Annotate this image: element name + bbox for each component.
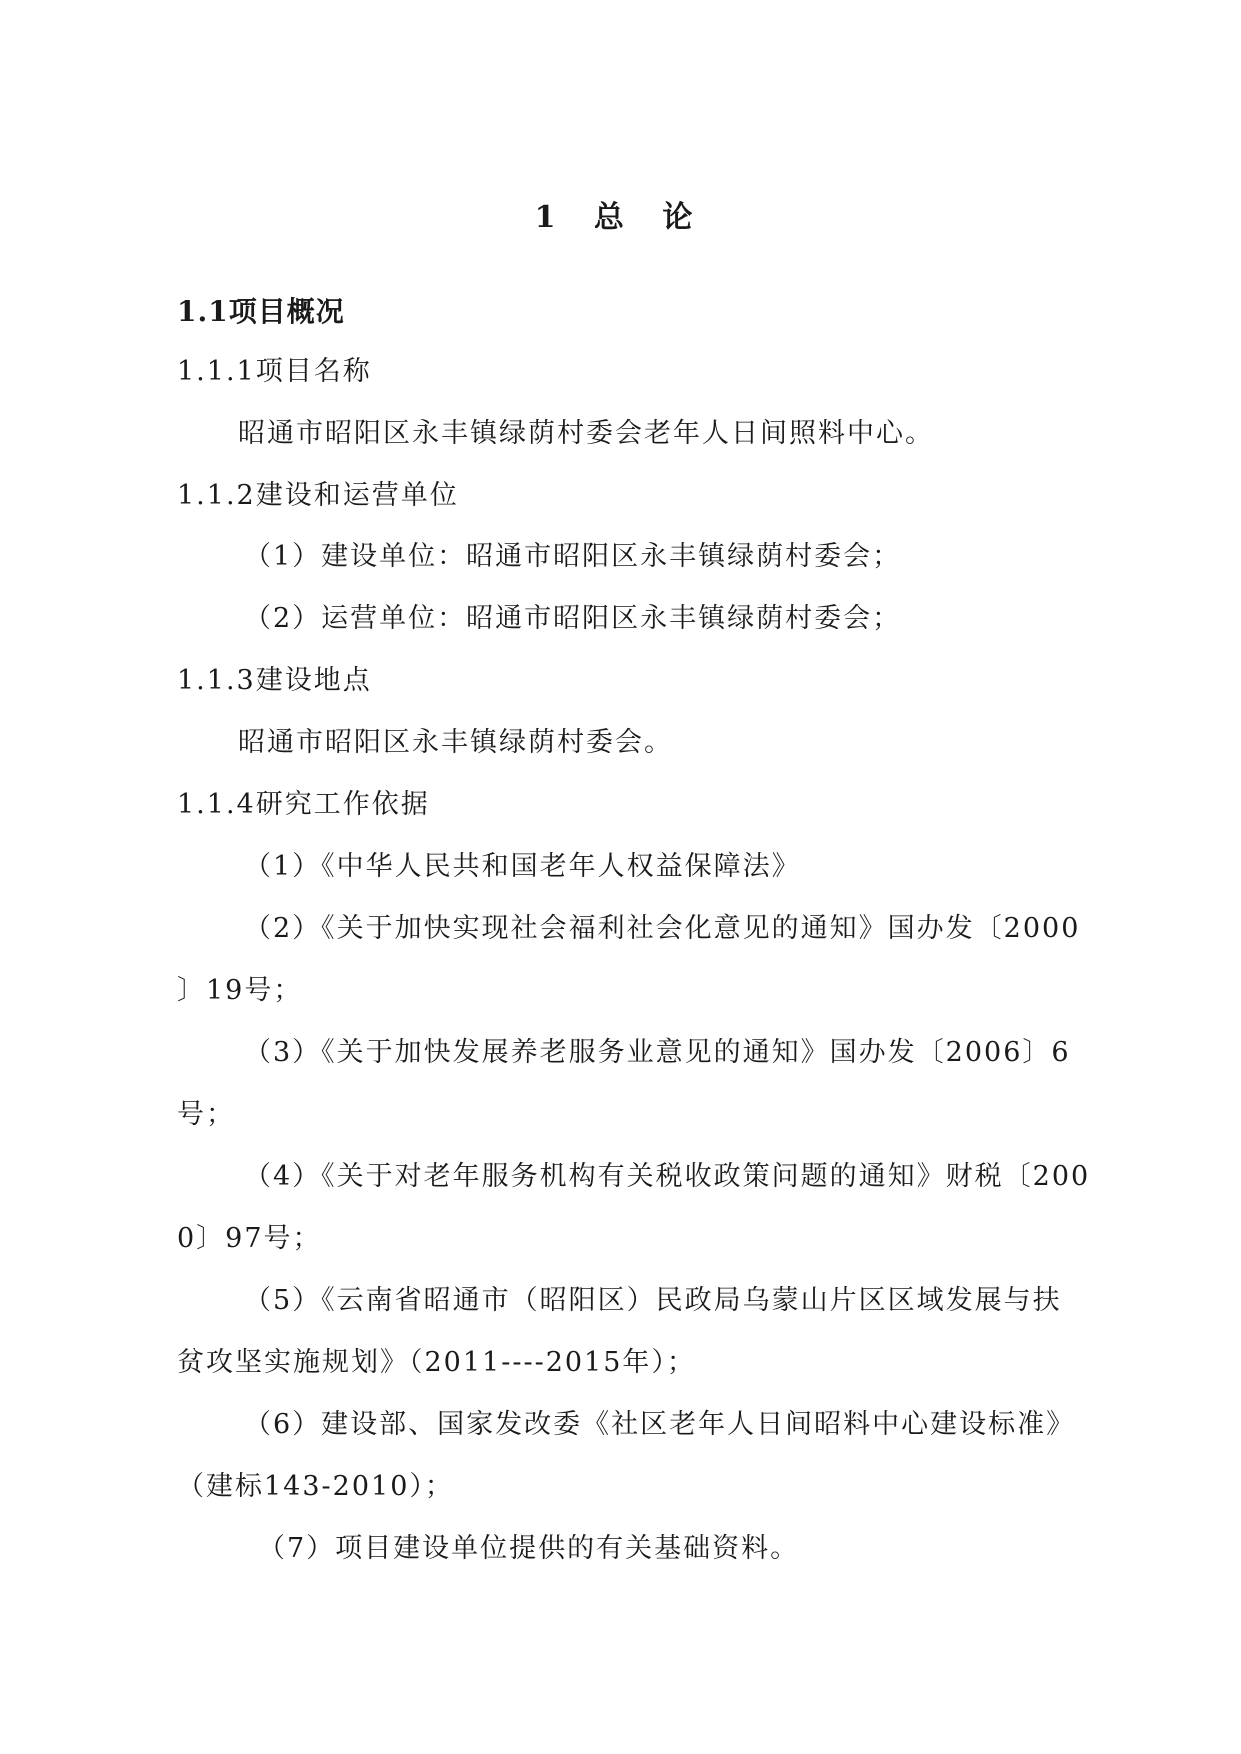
basis-item-5: （5）《云南省昭通市（昭阳区）民政局乌蒙山片区区域发展与扶 <box>244 1285 1062 1316</box>
operation-unit-line: （2）运营单位：昭通市昭阳区永丰镇绿荫村委会； <box>244 603 902 634</box>
basis-item-6-continuation: （建标143-2010）； <box>177 1471 454 1502</box>
section-heading: 1.1项目概况 <box>177 295 345 328</box>
subsection-heading-project-name: 1.1.1项目名称 <box>177 356 372 387</box>
basis-item-2: （2）《关于加快实现社会福利社会化意见的通知》国办发〔2000 <box>244 913 1081 944</box>
project-name-text: 昭通市昭阳区永丰镇绿荫村委会老年人日间照料中心。 <box>238 418 934 449</box>
basis-item-4: （4）《关于对老年服务机构有关税收政策问题的通知》财税〔200 <box>244 1161 1091 1192</box>
basis-item-6: （6）建设部、国家发改委《社区老年人日间昭料中心建设标准》 <box>244 1409 1076 1440</box>
construction-unit-line: （1）建设单位：昭通市昭阳区永丰镇绿荫村委会； <box>244 541 902 572</box>
location-text: 昭通市昭阳区永丰镇绿荫村委会。 <box>238 727 673 758</box>
basis-item-1: （1）《中华人民共和国老年人权益保障法》 <box>244 851 801 882</box>
subsection-heading-location: 1.1.3建设地点 <box>177 665 372 696</box>
basis-item-3: （3）《关于加快发展养老服务业意见的通知》国办发〔2006〕6 <box>244 1037 1071 1068</box>
basis-item-7: （7）项目建设单位提供的有关基础资料。 <box>258 1533 800 1564</box>
basis-item-5-continuation: 贫攻坚实施规划》（2011----2015年）； <box>177 1347 696 1378</box>
subsection-heading-units: 1.1.2建设和运营单位 <box>177 480 459 511</box>
basis-item-3-continuation: 号； <box>177 1099 235 1130</box>
basis-item-2-continuation: 〕19号； <box>177 975 303 1006</box>
basis-item-4-continuation: 0〕97号； <box>177 1223 322 1254</box>
chapter-title: 1 总 论 <box>534 200 707 235</box>
subsection-heading-basis: 1.1.4研究工作依据 <box>177 789 430 820</box>
